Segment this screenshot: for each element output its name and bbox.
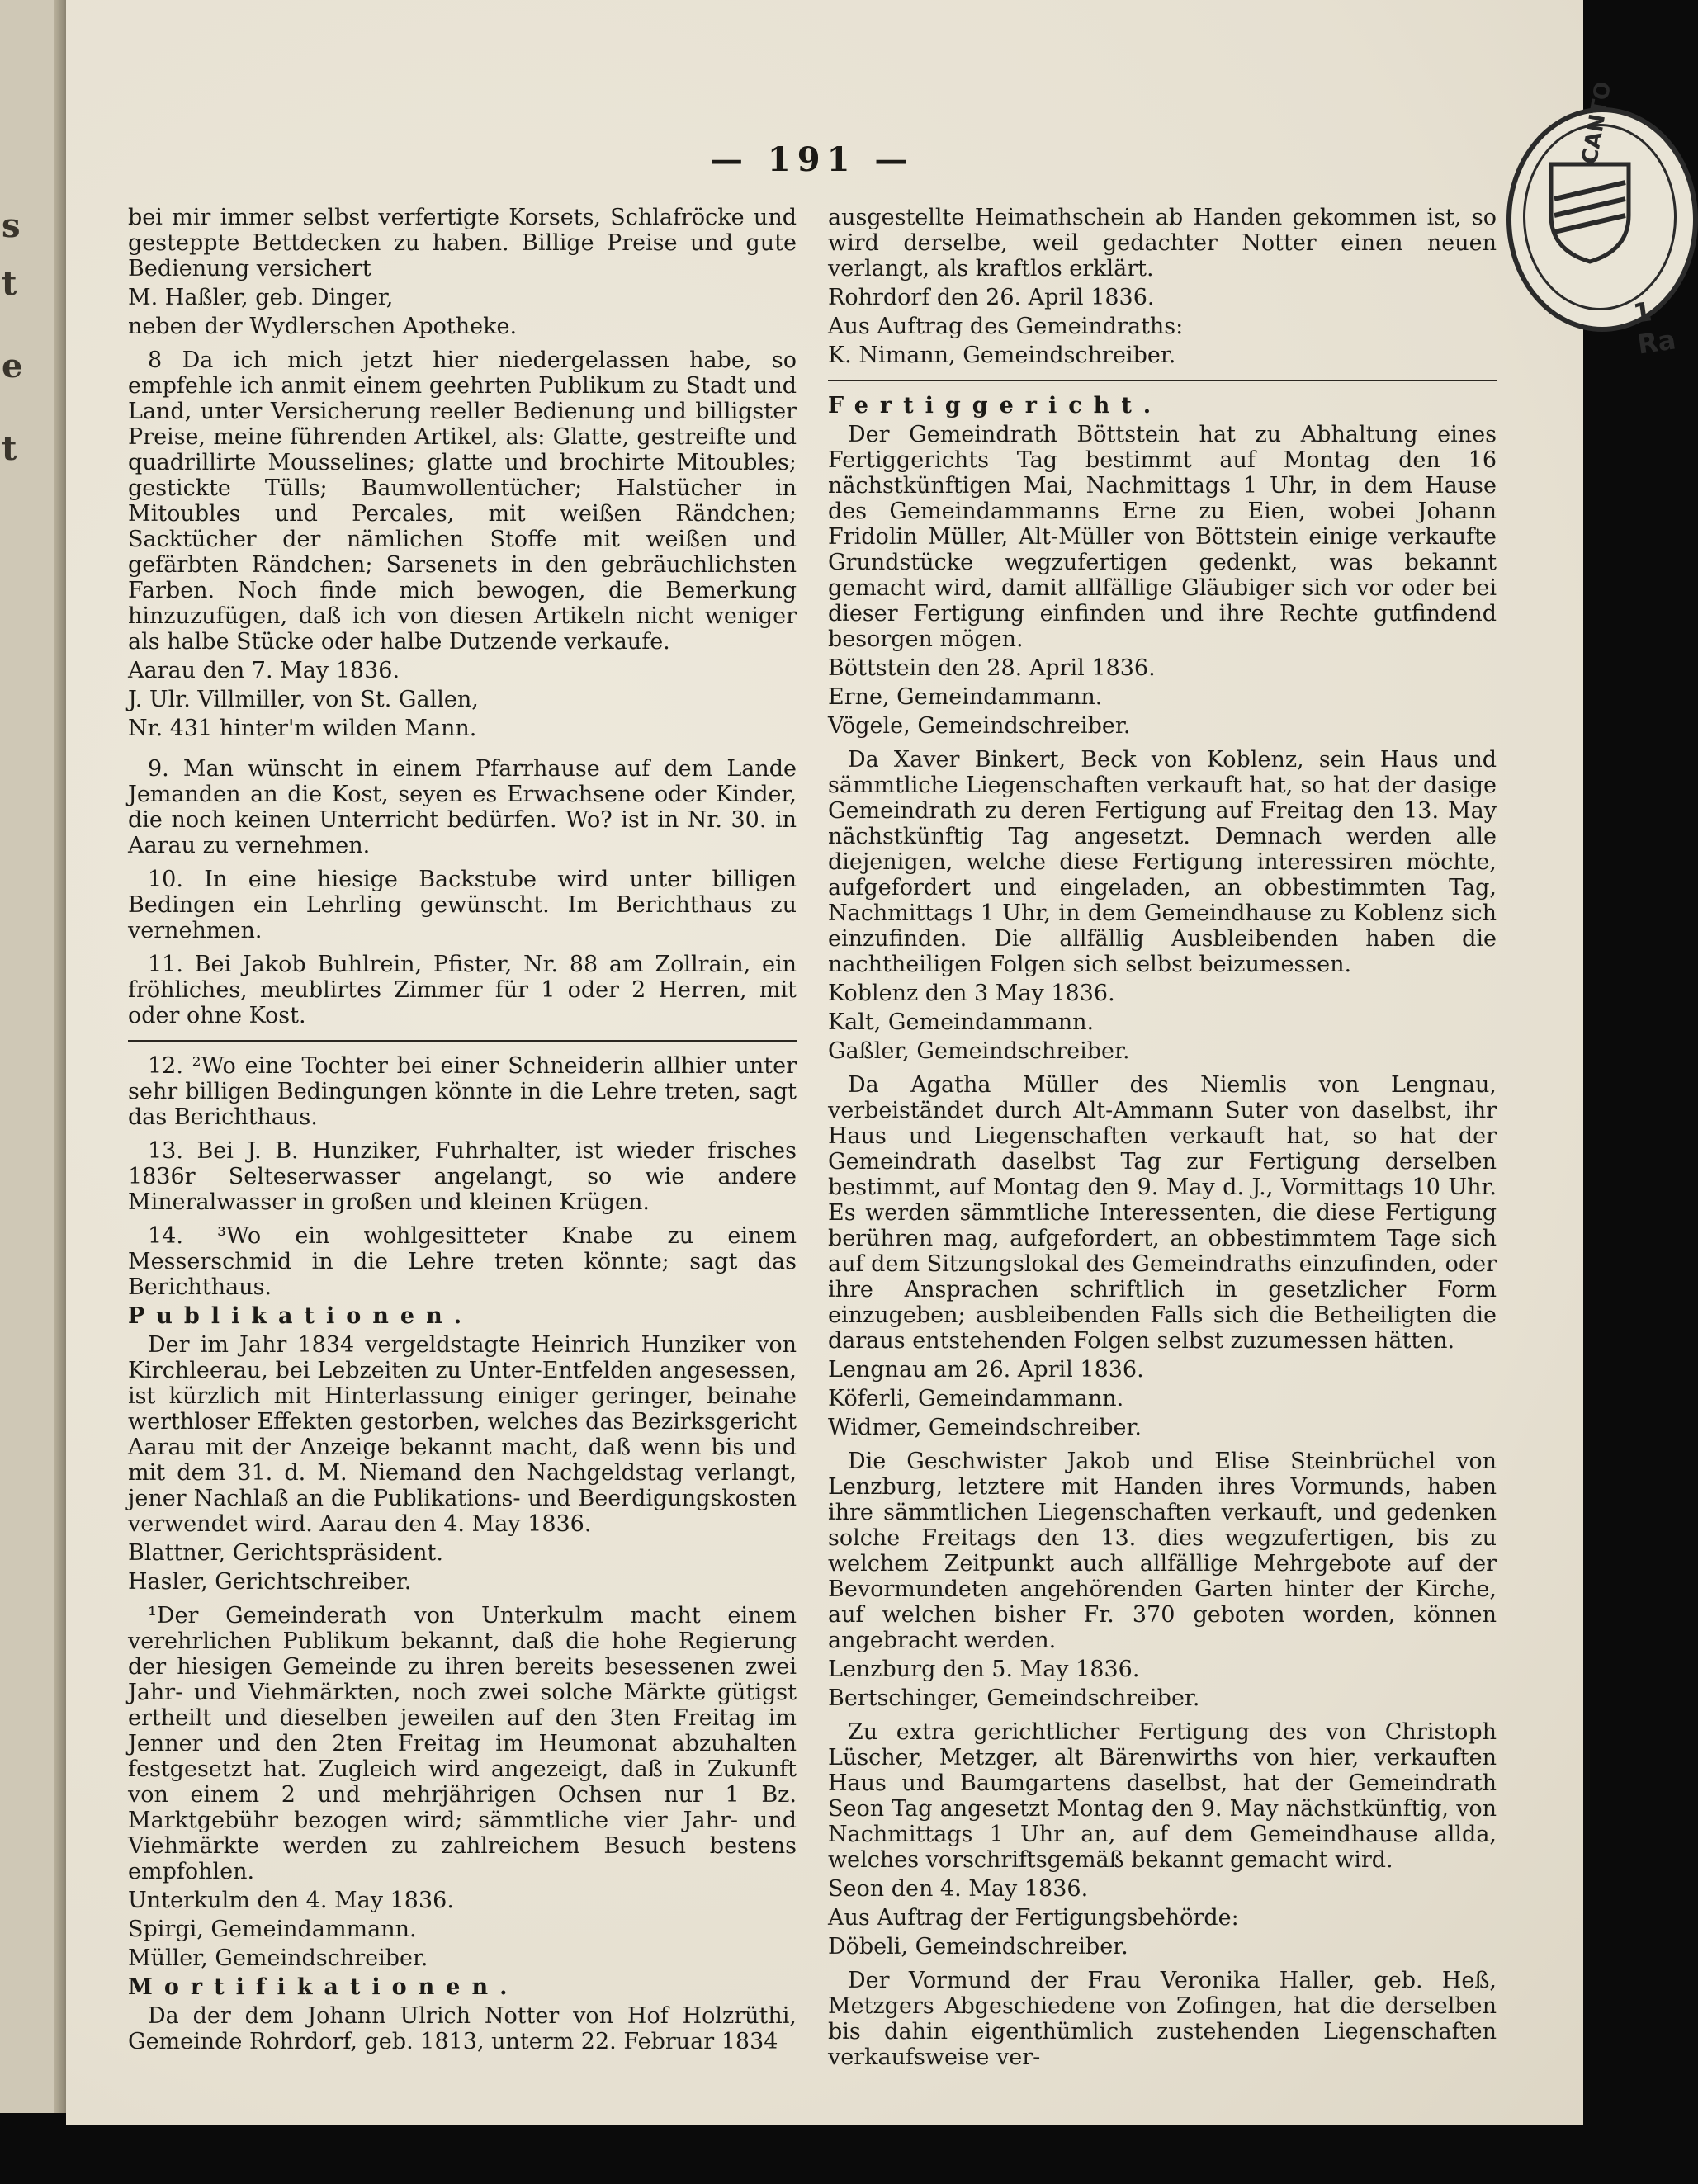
page-gutter	[54, 0, 66, 2113]
dateline: Unterkulm den 4. May 1836.	[128, 1888, 454, 1913]
page-number: — 191 —	[710, 140, 915, 179]
fertigung-text: Zu extra gerichtlicher Fertigung des von Christoph Lüscher, Metzger, alt Bärenwirths von hier, verkauften Haus und Baumgartens daselbst, hat der Gemeindrath Seon Tag angesetzt Montag den 9. May nächstkünftig, von Nachmittags 1 Uhr an, auf dem Gemeindhause allda, welches vorschriftsgemäß bekannt gemacht wird.	[828, 1719, 1497, 1873]
signature: Nr. 431 hinter'm wilden Mann.	[128, 716, 477, 741]
signature: K. Nimann, Gemeindschreiber.	[828, 343, 1176, 368]
fertigung-text: Da Agatha Müller des Niemlis von Lengnau, verbeiständet durch Alt-Ammann Suter von daselbst, ihr Haus und Liegenschaften verkauft hat, so hat der Gemeindrath daselbst Tag zur Fertigung derselben bestimmt, auf Montag den 9. May d. J., Vormittags 10 Uhr. Es werden sämmtliche Interessenten, die diese Fertigung berühren mag, aufgefordert, an obbestimmtem Tage sich auf dem Sitzungslokal des Gemeindraths einzufinden, oder ihre Ansprachen schriftlich in gesetzlicher Form einzugeben; ausbleibenden Falls sich die Betheiligten die daraus entstehenden Folgen selbst zuzumessen hätten.	[828, 1072, 1497, 1354]
right-column	[828, 205, 1497, 2073]
prev-page-fragment: e	[2, 347, 23, 385]
signature: Bertschinger, Gemeindschreiber.	[828, 1685, 1200, 1711]
stamp-bottom-text: 1 Ra	[1631, 295, 1678, 361]
signature: M. Haßler, geb. Dinger,	[128, 285, 394, 310]
section-title-mortifikationen: Mortifikationen.	[128, 1974, 519, 2000]
canton-stamp	[1506, 79, 1698, 361]
dateline: Aarau den 7. May 1836.	[128, 658, 400, 683]
column-divider	[128, 1040, 797, 1042]
ad-8-text: 8 Da ich mich jetzt hier niedergelassen habe, so empfehle ich anmit einem geehrten Publikum zu Stadt und Land, unter Versicherung reeller Bedienung und billigster Preise, meine führenden Artikel, als: Glatte, gestreifte und quadrillirte Mousselines; glatte und brochirte Mitoubles; gestickte Tülls; Baumwollentücher; Halstücher in Mitoubles und Percales, mit weißen Rändchen; Sacktücher der nämlichen Stoffe mit weißen und gefärbten Rändchen; Sarsenets in den gebräuchlichsten Farben. Noch finde mich bewogen, die Bemerkung hinzuzufügen, daß ich von diesen Artikeln nicht weniger als halbe Stücke oder halbe Dutzende verkaufe.	[128, 347, 797, 655]
publication-text: Der im Jahr 1834 vergeldstagte Heinrich Hunziker von Kirchleerau, bei Lebzeiten zu Unter-Entfelden angesessen, ist kürzlich mit Hinterlassung einiger geringer, beinahe werthloser Effekten gestorben, welches das Bezirksgericht Aarau mit der Anzeige bekannt macht, daß wenn bis und mit dem 31. d. M. Niemand den Nachgeldstag verlangt, jener Nachlaß an die Publikations- und Beerdigungskosten verwendet wird. Aarau den 4. May 1836.	[128, 1332, 797, 1537]
newspaper-page	[66, 0, 1678, 2125]
fertigung-text: Der Gemeindrath Böttstein hat zu Abhaltung eines Fertiggerichts Tag bestimmt auf Montag den 16 nächstkünftigen Mai, Nachmittags 1 Uhr, in dem Hause des Gemeindammanns Erne zu Eien, wobei Johann Fridolin Müller, Alt-Müller von Böttstein einige verkaufte Grundstücke wegzufertigen gedenkt, was bekannt gemacht wird, damit allfällige Gläubiger sich vor oder bei dieser Fertigung einfinden und ihre Rechte gutfindend besorgen mögen.	[828, 422, 1497, 652]
section-title-publikationen: Publikationen.	[128, 1303, 474, 1329]
ad-13-text: 13. Bei J. B. Hunziker, Fuhrhalter, ist wieder frisches 1836r Selteserwasser angelangt, so wie andere Mineralwasser in großen und kleinen Krügen.	[128, 1138, 797, 1215]
signature: Spirgi, Gemeindammann.	[128, 1917, 417, 1942]
publication-text: ¹Der Gemeinderath von Unterkulm macht einem verehrlichen Publikum bekannt, daß die hohe Regierung der hiesigen Gemeinde zu ihren bereits besessenen zwei Jahr- und Viehmärkten, noch zwei solche Märkte gütigst ertheilt und dieselben jeweilen auf den 3ten Freitag im Jenner und den 2ten Freitag im Heumonat abzuhalten festgesetzt hat. Zugleich wird angezeigt, daß in Zukunft von einem 2 und mehrjährigen Ochsen nur 1 Bz. Marktgebühr bezogen wird; sämmtliche vier Jahr- und Viehmärkte werden zu zahlreichem Besuch bestens empfohlen.	[128, 1603, 797, 1884]
signature: Aus Auftrag des Gemeindraths:	[828, 314, 1184, 339]
prev-page-fragment: s	[2, 206, 21, 245]
signature: Vögele, Gemeindschreiber.	[828, 713, 1131, 739]
fertigung-text: Die Geschwister Jakob und Elise Steinbrüchel von Lenzburg, letztere mit Handen ihres Vormunds, haben ihre sämmtlichen Liegenschaften verkauft, und gedenken solche Freitags den 13. dies wegzufertigen, bis zu welchem Zeitpunkt auch allfällige Mehrgebote auf der Bevormundeten angehörenden Garten hinter der Kirche, auf welchen bisher Fr. 370 geboten worden, können angebracht werden.	[828, 1449, 1497, 1653]
column-divider	[828, 380, 1497, 381]
dateline: Lenzburg den 5. May 1836.	[828, 1657, 1140, 1682]
prev-page-fragment: t	[2, 429, 17, 468]
stamp-top-text: CANTO	[1577, 79, 1617, 167]
fertigung-text: Der Vormund der Frau Veronika Haller, geb. Heß, Metzgers Abgeschiedene von Zofingen, hat die derselben bis dahin eigenthümlich zustehenden Liegenschaften verkaufsweise ver-	[828, 1968, 1497, 2070]
signature: J. Ulr. Villmiller, von St. Gallen,	[128, 687, 479, 712]
signature: Köferli, Gemeindammann.	[828, 1386, 1124, 1411]
signature: neben der Wydlerschen Apotheke.	[128, 314, 518, 339]
signature: Blattner, Gerichtspräsident.	[128, 1540, 443, 1566]
hassler-ad-text: bei mir immer selbst verfertigte Korsets, Schlafröcke und gesteppte Bettdecken zu haben. Billige Preise und gute Bedienung versichert	[128, 205, 797, 281]
signature: Aus Auftrag der Fertigungsbehörde:	[828, 1905, 1239, 1931]
prev-page-fragment: t	[2, 264, 17, 303]
signature: Erne, Gemeindammann.	[828, 684, 1103, 710]
ad-12-text: 12. ²Wo eine Tochter bei einer Schneiderin allhier unter sehr billigen Bedingungen könnte in die Lehre treten, sagt das Berichthaus.	[128, 1053, 797, 1130]
signature: Widmer, Gemeindschreiber.	[828, 1415, 1142, 1440]
dateline: Böttstein den 28. April 1836.	[828, 655, 1156, 681]
ad-14-text: 14. ³Wo ein wohlgesitteter Knabe zu einem Messerschmid in die Lehre treten könnte; sagt das Berichthaus.	[128, 1223, 797, 1300]
dateline: Koblenz den 3 May 1836.	[828, 981, 1115, 1006]
signature: Müller, Gemeindschreiber.	[128, 1945, 428, 1971]
previous-page-edge	[0, 0, 66, 2113]
mortification-continued: ausgestellte Heimathschein ab Handen gekommen ist, so wird derselbe, weil gedachter Notter einen neuen verlangt, als kraftlos erklärt.	[828, 205, 1497, 281]
dateline: Seon den 4. May 1836.	[828, 1876, 1089, 1902]
section-title-fertiggericht: Fertiggericht.	[828, 393, 1163, 418]
mortification-text: Da der dem Johann Ulrich Notter von Hof Holzrüthi, Gemeinde Rohrdorf, geb. 1813, unterm 22. Februar 1834	[128, 2003, 797, 2054]
coat-of-arms-icon	[1544, 158, 1635, 265]
signature: Gaßler, Gemeindschreiber.	[828, 1038, 1130, 1064]
ad-10-text: 10. In eine hiesige Backstube wird unter billigen Bedingen ein Lehrling gewünscht. Im Berichthaus zu vernehmen.	[128, 867, 797, 943]
dateline: Rohrdorf den 26. April 1836.	[828, 285, 1155, 310]
signature: Hasler, Gerichtschreiber.	[128, 1569, 412, 1595]
ad-11-text: 11. Bei Jakob Buhlrein, Pfister, Nr. 88 am Zollrain, ein fröhliches, meublirtes Zimmer für 1 oder 2 Herren, mit oder ohne Kost.	[128, 952, 797, 1028]
dateline: Lengnau am 26. April 1836.	[828, 1357, 1144, 1383]
fertigung-text: Da Xaver Binkert, Beck von Koblenz, sein Haus und sämmtliche Liegenschaften verkauft hat, so hat der dasige Gemeindrath zu deren Fertigung auf Freitag den 13. May nächstkünftig Tag angesetzt. Demnach werden alle diejenigen, welche diese Fertigung interessiren möchte, aufgefordert und eingeladen, an obbestimmten Tag, Nachmittags 1 Uhr, in dem Gemeindhause zu Koblenz sich einzufinden. Die allfällig Ausbleibenden haben die nachtheiligen Folgen sich selbst beizumessen.	[828, 747, 1497, 977]
signature: Kalt, Gemeindammann.	[828, 1009, 1095, 1035]
left-column	[128, 205, 797, 2058]
ad-9-text: 9. Man wünscht in einem Pfarrhause auf dem Lande Jemanden an die Kost, seyen es Erwachsene oder Kinder, die noch keinen Unterricht bedürfen. Wo? ist in Nr. 30. in Aarau zu vernehmen.	[128, 756, 797, 858]
signature: Döbeli, Gemeindschreiber.	[828, 1934, 1128, 1959]
